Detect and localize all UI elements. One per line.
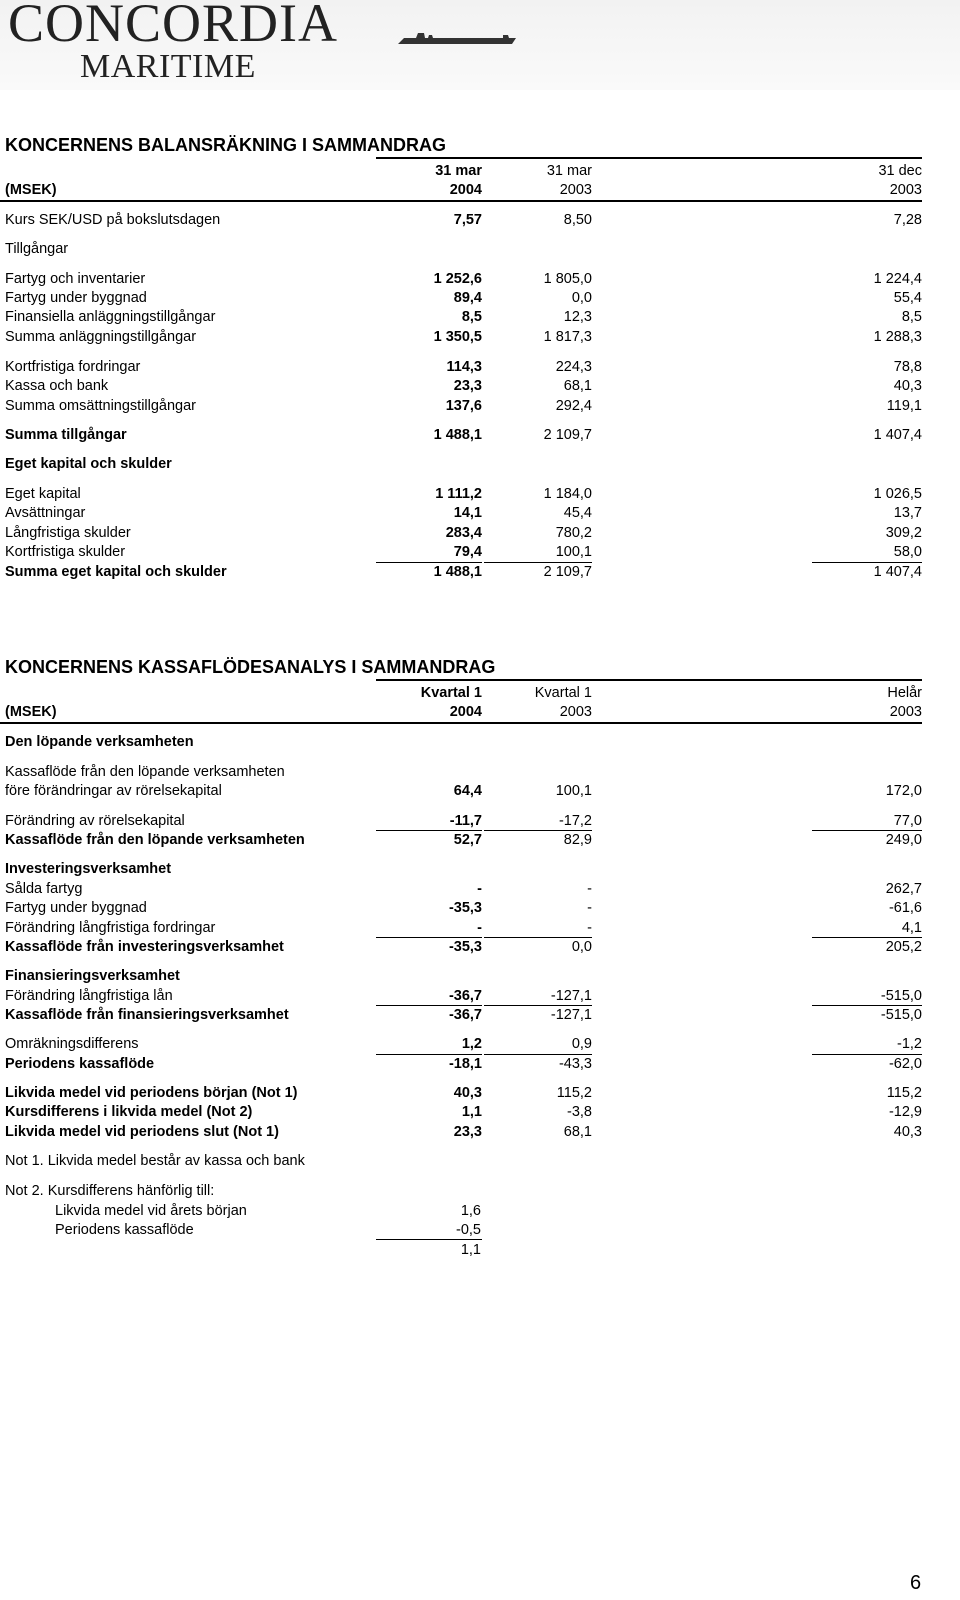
balance-row-value: 13,7 <box>893 505 922 521</box>
balance-row-label: Summa anläggningstillgångar <box>5 329 197 345</box>
balance-row-value: 0,0 <box>571 290 592 306</box>
cashflow-row-value: - <box>587 881 592 897</box>
balance-sum-rule <box>812 562 922 563</box>
cashflow-row-value: 262,7 <box>885 881 922 897</box>
cashflow-row-label: Kassaflöde från finansieringsverksamhet <box>5 1007 289 1023</box>
cashflow-year-rule <box>0 722 922 724</box>
logo-text-maritime: MARITIME <box>80 48 256 85</box>
cashflow-row-label: före förändringar av rörelsekapital <box>5 783 222 799</box>
balance-row-label: Kortfristiga fordringar <box>5 359 141 375</box>
cashflow-row-value: - <box>477 920 482 936</box>
balance-title: KONCERNENS BALANSRÄKNING I SAMMANDRAG <box>5 135 446 155</box>
cashflow-row-value: -35,3 <box>448 900 482 916</box>
cashflow-col-2-year: 2003 <box>559 704 592 720</box>
balance-row-value: 7,28 <box>893 212 922 228</box>
balance-row-label: Summa omsättningstillgångar <box>5 398 197 414</box>
cashflow-row-value: -12,9 <box>888 1104 922 1120</box>
cashflow-row-value: 82,9 <box>563 832 592 848</box>
page-number: 6 <box>910 1572 922 1594</box>
balance-year-rule <box>0 200 922 202</box>
cashflow-col-3-heading: Helår <box>887 685 922 701</box>
cashflow-row-value: 115,2 <box>556 1085 592 1101</box>
balance-col-2-heading: 31 mar <box>546 163 592 179</box>
cashflow-row-value: 64,4 <box>453 783 482 799</box>
note-2: Not 2. Kursdifferens hänförlig till: <box>5 1183 215 1199</box>
cashflow-row-value: 115,2 <box>886 1085 922 1101</box>
balance-row-label: Fartyg och inventarier <box>5 271 146 287</box>
cashflow-col-3-year: 2003 <box>889 704 922 720</box>
cashflow-sum-rule <box>376 1054 482 1055</box>
balance-row-value: 137,6 <box>445 398 482 414</box>
cashflow-sum-rule <box>812 1005 922 1006</box>
cashflow-row-value: 172,0 <box>885 783 922 799</box>
cashflow-row-label: Kassaflöde från den löpande verksamheten <box>5 832 305 848</box>
cashflow-row-value: 52,7 <box>453 832 482 848</box>
cashflow-row-value: 1,1 <box>461 1104 482 1120</box>
balance-row-value: 23,3 <box>453 378 482 394</box>
cashflow-row-value: - <box>587 900 592 916</box>
cashflow-sum-rule <box>376 830 482 831</box>
balance-row-value: 7,57 <box>453 212 482 228</box>
balance-header-rule <box>376 157 922 159</box>
cashflow-row-label: Omräkningsdifferens <box>5 1036 139 1052</box>
balance-row-value: 1 252,6 <box>433 271 482 287</box>
balance-sum-rule <box>484 562 592 563</box>
balance-row-label: Tillgångar <box>5 241 69 257</box>
cashflow-row-value: -43,3 <box>558 1056 592 1072</box>
cashflow-row-value: 40,3 <box>453 1085 482 1101</box>
cashflow-row-value: 0,9 <box>571 1036 592 1052</box>
cashflow-row-value: -1,2 <box>897 1036 922 1052</box>
balance-row-label: Fartyg under byggnad <box>5 290 147 306</box>
cashflow-row-label: Förändring av rörelsekapital <box>5 813 185 829</box>
balance-row-value: 1 488,1 <box>433 427 482 443</box>
logo-header <box>0 0 960 90</box>
cashflow-sum-rule <box>812 937 922 938</box>
balance-row-value: 79,4 <box>453 544 482 560</box>
balance-row-value: 55,4 <box>893 290 922 306</box>
cashflow-row-value: -35,3 <box>448 939 482 955</box>
cashflow-sum-rule <box>812 1054 922 1055</box>
cashflow-row-label: Förändring långfristiga fordringar <box>5 920 216 936</box>
cashflow-col-1-year: 2004 <box>449 704 482 720</box>
note-2-item-2-label: Periodens kassaflöde <box>55 1222 194 1238</box>
balance-row-value: 1 184,0 <box>543 486 592 502</box>
balance-row-value: 8,50 <box>563 212 592 228</box>
cashflow-row-label: Kassaflöde från den löpande verksamheten <box>5 764 285 780</box>
balance-row-value: 12,3 <box>563 309 592 325</box>
balance-row-value: 40,3 <box>893 378 922 394</box>
note-2-item-1-value: 1,6 <box>460 1203 481 1219</box>
balance-row-value: 114,3 <box>446 359 482 375</box>
balance-row-value: 1 407,4 <box>873 427 922 443</box>
balance-row-value: 78,8 <box>893 359 922 375</box>
cashflow-title: KONCERNENS KASSAFLÖDESANALYS I SAMMANDRAG <box>5 657 496 677</box>
cashflow-unit-label: (MSEK) <box>5 704 57 720</box>
balance-row-label: Avsättningar <box>5 505 86 521</box>
balance-col-3-year: 2003 <box>889 182 922 198</box>
cashflow-row-value: 0,0 <box>571 939 592 955</box>
balance-row-value: 2 109,7 <box>543 427 592 443</box>
cashflow-row-value: 4,1 <box>901 920 922 936</box>
cashflow-row-label: Sålda fartyg <box>5 881 83 897</box>
balance-unit-label: (MSEK) <box>5 182 57 198</box>
cashflow-row-value: 205,2 <box>885 939 922 955</box>
cashflow-row-value: 77,0 <box>893 813 922 829</box>
balance-col-3-heading: 31 dec <box>878 163 922 179</box>
cashflow-row-value: 23,3 <box>453 1124 482 1140</box>
cashflow-row-label: Fartyg under byggnad <box>5 900 147 916</box>
note-2-rule <box>376 1239 482 1240</box>
cashflow-row-value: -127,1 <box>550 1007 592 1023</box>
cashflow-col-2-heading: Kvartal 1 <box>534 685 592 701</box>
balance-row-value: 1 026,5 <box>873 486 922 502</box>
balance-row-value: 309,2 <box>885 525 922 541</box>
cashflow-sum-rule <box>484 830 592 831</box>
balance-row-value: 58,0 <box>893 544 922 560</box>
cashflow-row-value: -11,7 <box>449 813 482 829</box>
note-2-item-2-value: -0,5 <box>456 1222 481 1238</box>
note-1: Not 1. Likvida medel består av kassa och bank <box>5 1153 305 1169</box>
cashflow-row-value: -36,7 <box>448 988 482 1004</box>
cashflow-sum-rule <box>376 1005 482 1006</box>
balance-row-value: 283,4 <box>445 525 482 541</box>
cashflow-row-label: Investeringsverksamhet <box>5 861 172 877</box>
balance-row-value: 68,1 <box>563 378 592 394</box>
balance-row-value: 14,1 <box>453 505 482 521</box>
ship-icon <box>398 30 518 50</box>
cashflow-row-value: -3,8 <box>567 1104 592 1120</box>
balance-row-value: 1 111,2 <box>435 486 482 502</box>
cashflow-sum-rule <box>484 1054 592 1055</box>
balance-row-value: 224,3 <box>555 359 592 375</box>
cashflow-row-value: 1,2 <box>461 1036 482 1052</box>
balance-row-label: Kurs SEK/USD på bokslutsdagen <box>5 212 221 228</box>
cashflow-row-label: Finansieringsverksamhet <box>5 968 180 984</box>
balance-col-2-year: 2003 <box>559 182 592 198</box>
balance-row-label: Finansiella anläggningstillgångar <box>5 309 216 325</box>
cashflow-row-value: -36,7 <box>448 1007 482 1023</box>
cashflow-row-label: Likvida medel vid periodens slut (Not 1) <box>5 1124 279 1140</box>
balance-row-value: 1 488,1 <box>433 564 482 580</box>
cashflow-row-value: 40,3 <box>893 1124 922 1140</box>
balance-row-value: 1 350,5 <box>433 329 482 345</box>
balance-row-label: Kassa och bank <box>5 378 109 394</box>
cashflow-row-value: 100,1 <box>555 783 592 799</box>
cashflow-row-value: -17,2 <box>558 813 592 829</box>
logo-text-concordia: CONCORDIA <box>8 0 339 53</box>
balance-row-value: 1 224,4 <box>873 271 922 287</box>
cashflow-row-label: Kursdifferens i likvida medel (Not 2) <box>5 1104 253 1120</box>
balance-row-value: 1 407,4 <box>873 564 922 580</box>
balance-row-value: 292,4 <box>555 398 592 414</box>
balance-row-value: 1 805,0 <box>543 271 592 287</box>
balance-row-label: Eget kapital <box>5 486 81 502</box>
cashflow-row-value: -515,0 <box>880 1007 922 1023</box>
cashflow-row-label: Periodens kassaflöde <box>5 1056 155 1072</box>
balance-row-value: 89,4 <box>453 290 482 306</box>
cashflow-sum-rule <box>376 937 482 938</box>
cashflow-row-label: Förändring långfristiga lån <box>5 988 173 1004</box>
cashflow-row-label: Likvida medel vid periodens början (Not 1) <box>5 1085 298 1101</box>
balance-row-value: 100,1 <box>555 544 592 560</box>
balance-row-value: 119,1 <box>886 398 922 414</box>
note-2-item-1-label: Likvida medel vid årets början <box>55 1203 247 1219</box>
cashflow-row-value: -515,0 <box>880 988 922 1004</box>
balance-sum-rule <box>376 562 482 563</box>
cashflow-sum-rule <box>484 1005 592 1006</box>
cashflow-row-value: - <box>587 920 592 936</box>
cashflow-row-value: -127,1 <box>550 988 592 1004</box>
note-2-total: 1,1 <box>460 1242 481 1258</box>
balance-row-value: 8,5 <box>901 309 922 325</box>
balance-row-label: Eget kapital och skulder <box>5 456 172 472</box>
cashflow-row-value: -18,1 <box>448 1056 482 1072</box>
balance-row-label: Långfristiga skulder <box>5 525 131 541</box>
cashflow-row-label: Den löpande verksamheten <box>5 734 194 750</box>
balance-col-1-heading: 31 mar <box>435 163 482 179</box>
cashflow-header-rule <box>376 679 922 681</box>
balance-row-value: 2 109,7 <box>543 564 592 580</box>
balance-row-label: Kortfristiga skulder <box>5 544 126 560</box>
cashflow-row-value: 68,1 <box>563 1124 592 1140</box>
balance-row-value: 1 288,3 <box>873 329 922 345</box>
balance-row-value: 780,2 <box>555 525 592 541</box>
cashflow-sum-rule <box>812 830 922 831</box>
cashflow-row-value: - <box>477 881 482 897</box>
cashflow-row-value: -61,6 <box>888 900 922 916</box>
cashflow-row-value: 249,0 <box>885 832 922 848</box>
balance-row-label: Summa tillgångar <box>5 427 127 443</box>
cashflow-row-value: -62,0 <box>888 1056 922 1072</box>
balance-row-value: 1 817,3 <box>543 329 592 345</box>
cashflow-row-label: Kassaflöde från investeringsverksamhet <box>5 939 284 955</box>
balance-row-value: 45,4 <box>563 505 592 521</box>
balance-row-value: 8,5 <box>461 309 482 325</box>
balance-row-label: Summa eget kapital och skulder <box>5 564 227 580</box>
cashflow-sum-rule <box>484 937 592 938</box>
cashflow-col-1-heading: Kvartal 1 <box>420 685 482 701</box>
balance-col-1-year: 2004 <box>449 182 482 198</box>
